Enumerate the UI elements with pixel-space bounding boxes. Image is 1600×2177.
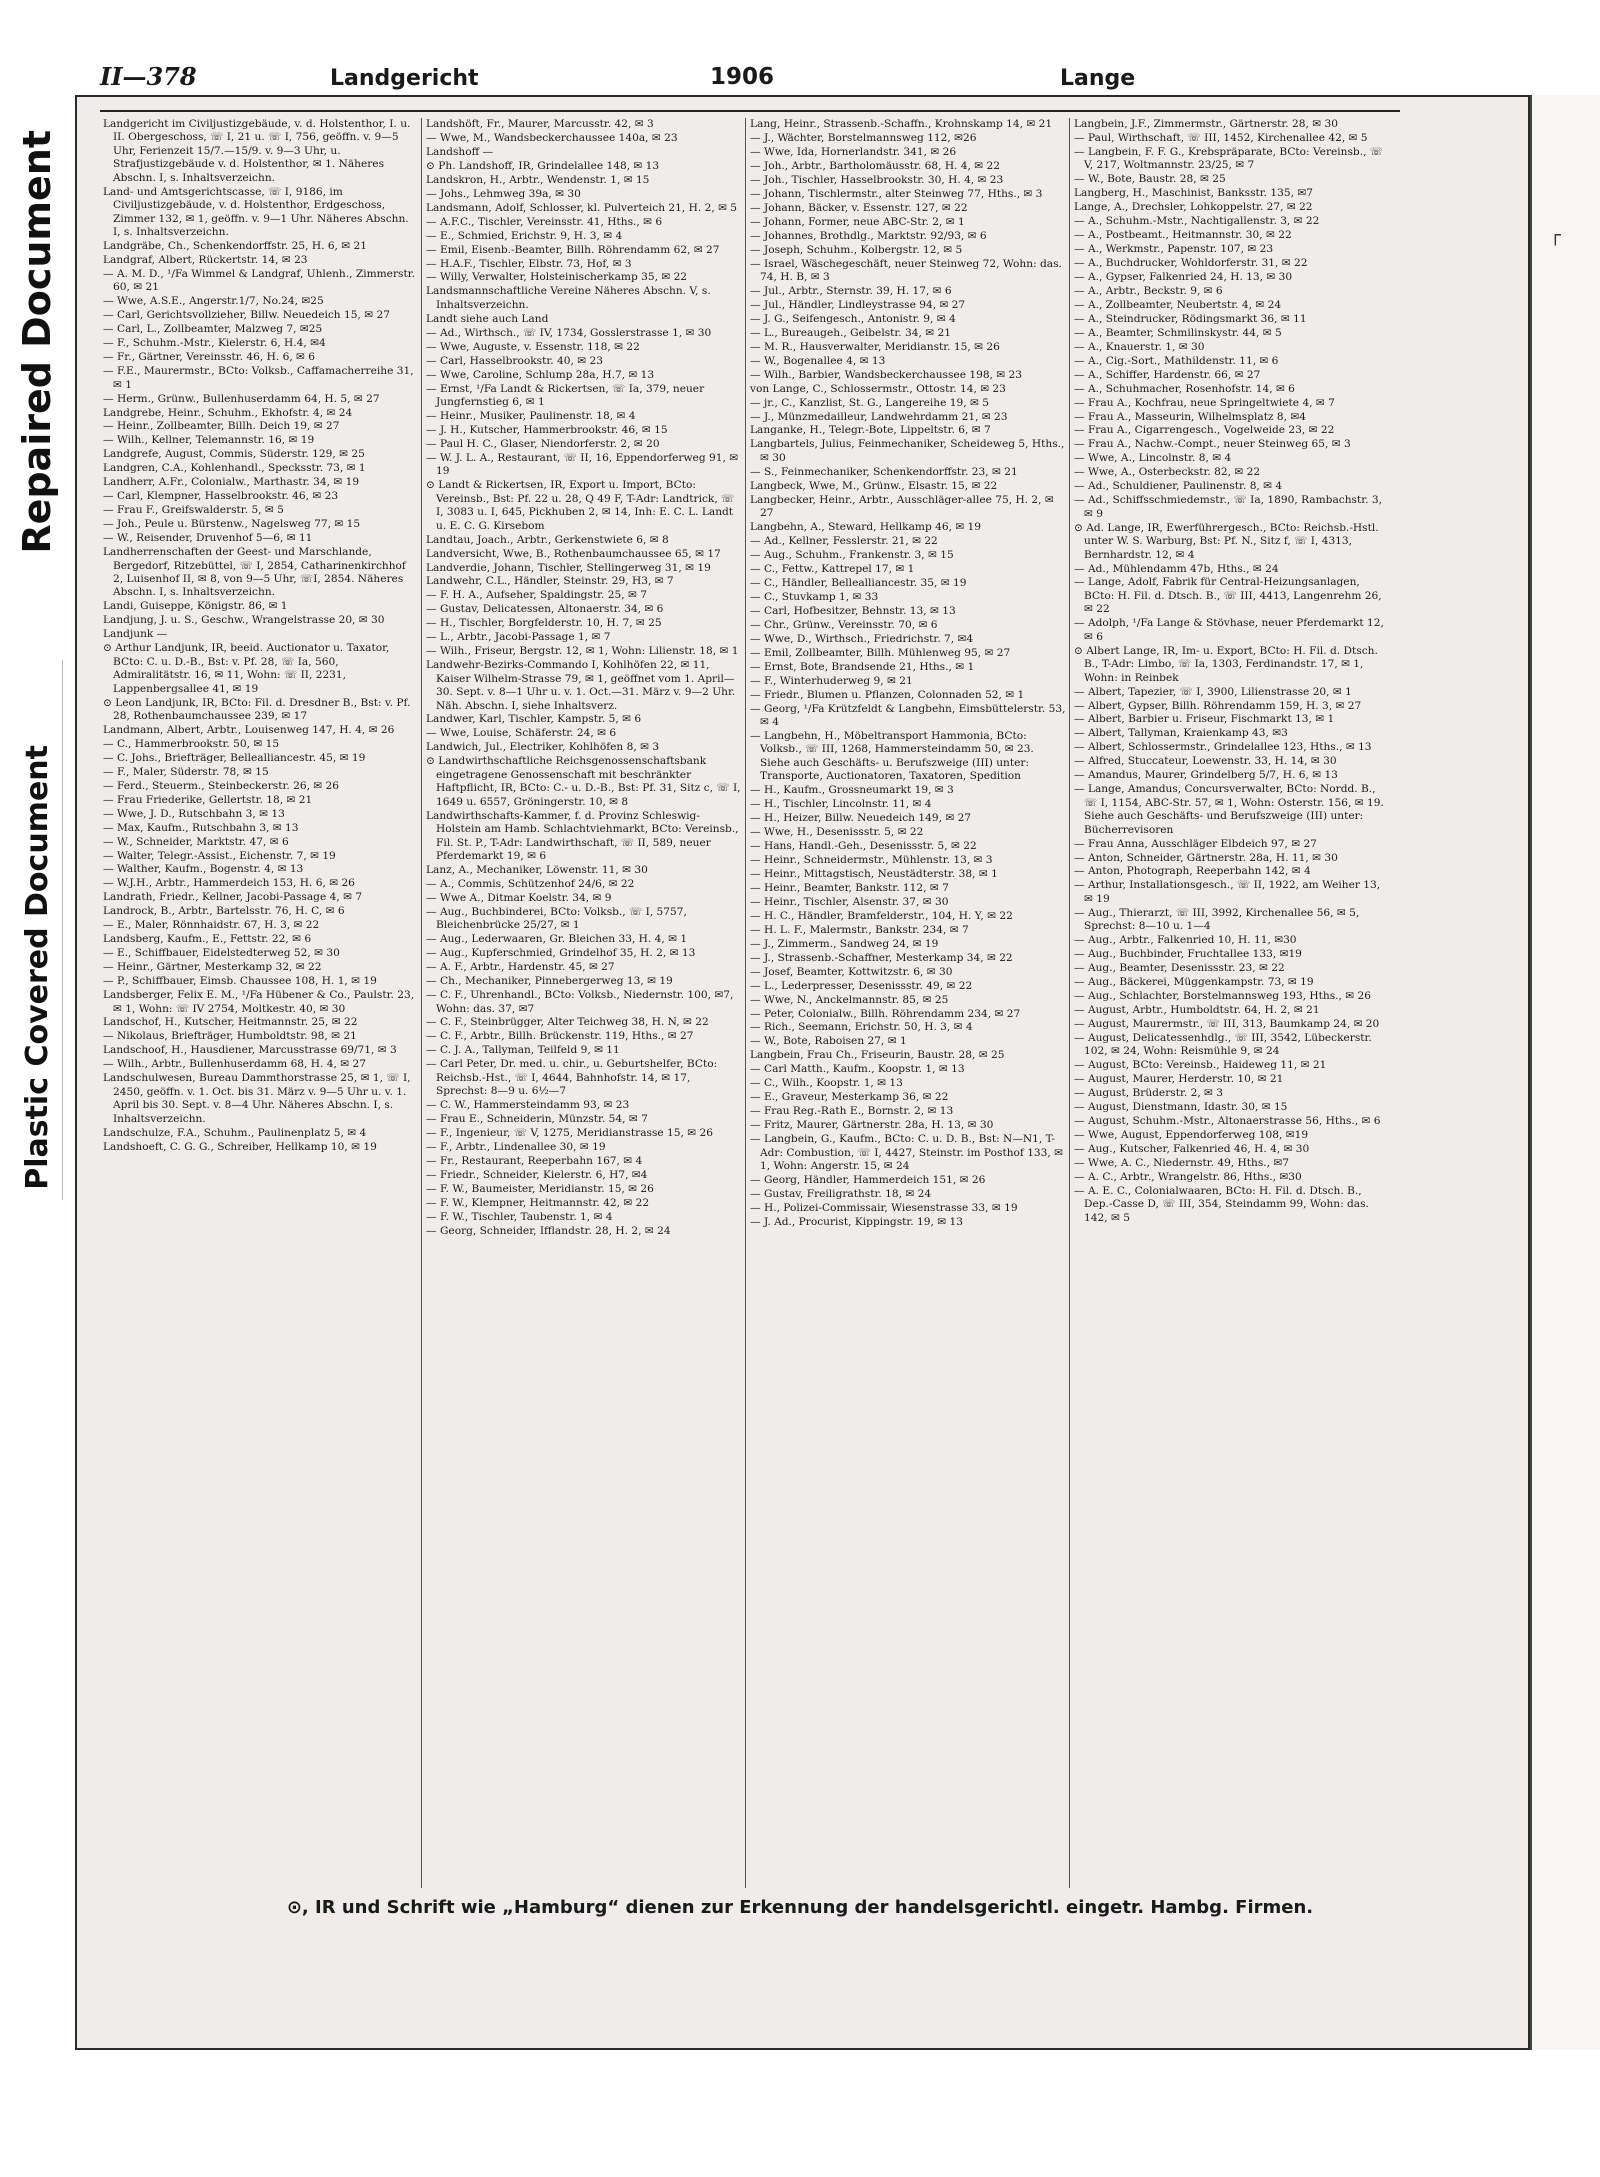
directory-entry: Langanke, H., Telegr.-Bote, Lippeltstr. 6, ✉ 7 [750,424,991,437]
directory-entry: Landjung, J. u. S., Geschw., Wrangelstrasse 20, ✉ 30 [103,614,385,627]
directory-entry: — Adolph, ¹/Fa Lange & Stövhase, neuer Pferdemarkt 12, ✉ 6 [1074,617,1384,643]
directory-entry: — C. W., Hammersteindamm 93, ✉ 23 [426,1099,630,1112]
directory-entry: Landwehr-Bezirks-Commando I, Kohlhöfen 22, ✉ 11, Kaiser Wilhelm-Strasse 79, ✉ 1, geöffnet vom 1. April—30. Sept. v. 8—1 Uhr u. v. 1. Oct.—31. März v. 9—2 Uhr. Näh. Abschn. I, siehe Inhaltsverz. [426,659,736,712]
directory-entry: — Aug., Lederwaaren, Gr. Bleichen 33, H. 4, ✉ 1 [426,933,688,946]
directory-entry: Landherr, A.Fr., Colonialw., Marthastr. 34, ✉ 19 [103,476,360,489]
directory-entry: — J. H., Kutscher, Hammerbrookstr. 46, ✉ 15 [426,423,668,436]
directory-entry: — H., Tischler, Lincolnstr. 11, ✉ 4 [750,798,932,811]
directory-entry: Landgraf, Albert, Rückertstr. 14, ✉ 23 [103,254,308,267]
column-divider [421,118,422,1888]
directory-entry: — S., Feinmechaniker, Schenkendorffstr. 23, ✉ 21 [750,465,1018,478]
directory-entry: — Frau Anna, Ausschläger Elbdeich 97, ✉ 27 [1074,837,1317,850]
directory-entry: — F.E., Maurermstr., BCto: Volksb., Caffamacherreihe 31, ✉ 1 [103,365,414,391]
directory-entry: — Aug., Thierarzt, ☏ III, 3992, Kirchenallee 56, ✉ 5, Sprechst: 8—10 u. 1—4 [1074,906,1360,933]
directory-entry: — F., Arbtr., Lindenallee 30, ✉ 19 [426,1141,606,1154]
directory-entry: — E., Graveur, Mesterkamp 36, ✉ 22 [750,1091,949,1104]
directory-entry: Landwich, Jul., Electriker, Kohlhöfen 8, ✉ 3 [426,741,660,754]
directory-entry: — A.F.C., Tischler, Vereinsstr. 41, Hths., ✉ 6 [426,215,663,228]
directory-entry: Landgrefe, August, Commis, Süderstr. 129, ✉ 25 [103,448,365,461]
directory-entry: — Ad., Mühlendamm 47b, Hths., ✉ 24 [1074,562,1279,575]
directory-entry: — W. J. L. A., Restaurant, ☏ II, 16, Eppendorferweg 91, ✉ 19 [426,451,739,478]
directory-entry: — A., Postbeamt., Heitmannstr. 30, ✉ 22 [1074,229,1292,242]
directory-entry: — Johs., Lehmweg 39a, ✉ 30 [426,187,581,200]
directory-entry: — Jul., Arbtr., Sternstr. 39, H. 17, ✉ 6 [750,284,952,297]
directory-entry: Landgren, C.A., Kohlenhandl., Specksstr. 73, ✉ 1 [103,462,366,475]
directory-entry: — E., Schmied, Erichstr. 9, H. 3, ✉ 4 [426,229,623,242]
directory-entry: — A., Buchdrucker, Wohldorferstr. 31, ✉ 22 [1074,257,1308,270]
directory-entry: — C. F., Steinbrügger, Alter Teichweg 38, H. N, ✉ 22 [426,1016,709,1029]
directory-entry: — A. C., Arbtr., Wrangelstr. 86, Hths., ✉30 [1074,1170,1302,1183]
directory-entry: — Willy, Verwalter, Holsteinischerkamp 35, ✉ 22 [426,271,688,284]
directory-entry: — W., Schneider, Marktstr. 47, ✉ 6 [103,835,289,848]
directory-entry: — C., Fettw., Kattrepel 17, ✉ 1 [750,563,915,575]
directory-entry: Landjunk — [103,628,168,641]
directory-entry: — Joh., Peule u. Bürstenw., Nagelsweg 77, ✉ 15 [103,518,361,531]
directory-entry: — August, BCto: Vereinsb., Haideweg 11, ✉ 21 [1074,1059,1327,1072]
directory-entry: — F., Maler, Süderstr. 78, ✉ 15 [103,765,269,778]
directory-entry: — Wilh., Arbtr., Bullenhuserdamm 68, H. 4, ✉ 27 [103,1058,366,1071]
directory-entry: — A., Schuhmacher, Rosenhofstr. 14, ✉ 6 [1074,382,1295,395]
directory-entry: — Ferd., Steuerm., Steinbeckerstr. 26, ✉ 26 [103,779,340,792]
directory-entry: — Georg, Schneider, Ifflandstr. 28, H. 2, ✉ 24 [426,1224,671,1237]
directory-entry: — Wwe, M., Wandsbeckerchaussee 140a, ✉ 23 [426,131,678,144]
directory-entry: — Heinr., Musiker, Paulinenstr. 18, ✉ 4 [426,410,636,423]
directory-entry: — E., Schiffbauer, Eidelstedterweg 52, ✉ 30 [103,947,340,960]
directory-entry: — Carl, Gerichtsvollzieher, Billw. Neuedeich 15, ✉ 27 [103,309,390,322]
directory-entry: — August, Maurer, Herderstr. 10, ✉ 21 [1074,1073,1284,1086]
directory-entry: — Albert, Barbier u. Friseur, Fischmarkt 13, ✉ 1 [1074,713,1335,726]
directory-entry: Langbeck, Wwe, M., Grünw., Elsastr. 15, ✉ 22 [750,479,998,492]
directory-entry: — Aug., Arbtr., Falkenried 10, H. 11, ✉30 [1074,934,1297,947]
directory-entry: — A., Arbtr., Beckstr. 9, ✉ 6 [1074,284,1223,297]
directory-entry: — Chr., Grünw., Vereinsstr. 70, ✉ 6 [750,618,938,631]
directory-entry: — Wwe, Louise, Schäferstr. 24, ✉ 6 [426,727,617,740]
directory-entry: Landsberg, Kaufm., E., Fettstr. 22, ✉ 6 [103,933,312,946]
directory-entry: — H. C., Händler, Bramfelderstr., 104, H. Y, ✉ 22 [750,909,1013,922]
directory-entry: Landtau, Joach., Arbtr., Gerkenstwiete 6, ✉ 8 [426,533,669,546]
directory-entry: — A. M. D., ¹/Fa Wimmel & Landgraf, Uhlenh., Zimmerstr. 60, ✉ 21 [103,267,415,294]
header-right-word: Lange [1060,66,1136,91]
directory-entry: — C., Hammerbrookstr. 50, ✉ 15 [103,737,280,750]
directory-column-4 [1074,118,1390,1888]
directory-entry: Landherrenschaften der Geest- und Marschlande, Bergedorf, Ritzebüttel, ☏ I, 2854, Catharinenkirchhof 2, Luisenhof II, ✉ 8, von 9—5 Uhr, ☏I, 2854. Näheres Abschn. I, s. Inhaltsverzeichn. [103,546,406,599]
directory-entry: — Fr., Gärtner, Vereinsstr. 46, H. 6, ✉ 6 [103,351,316,364]
directory-entry: — Friedr., Schneider, Kielerstr. 6, H7, ✉4 [426,1168,648,1181]
directory-entry: — J., Wächter, Borstelmannsweg 112, ✉26 [750,131,977,144]
directory-entry: — Georg, ¹/Fa Krützfeldt & Langbehn, Eimsbüttelerstr. 53, ✉ 4 [750,702,1066,728]
directory-entry: — Ad., Schuldiener, Paulinenstr. 8, ✉ 4 [1074,480,1283,493]
directory-entry: — Ad., Wirthsch., ☏ IV, 1734, Gosslerstrasse 1, ✉ 30 [426,326,712,339]
directory-entry: — Ch., Mechaniker, Pinnebergerweg 13, ✉ 19 [426,975,673,988]
directory-entry: — A., Beamter, Schmilinskystr. 44, ✉ 5 [1074,326,1282,339]
directory-entry: ⊙ Ad. Lange, IR, Ewerführergesch., BCto: Reichsb.-Hstl. unter W. S. Warburg, Bst: Pf. N., Sitz f, ☏ I, 4313, Bernhardstr. 12, ✉ 4 [1074,521,1379,561]
directory-entry: — L., Bureaugeh., Geibelstr. 34, ✉ 21 [750,326,951,339]
directory-entry: Landshoeft, C. G. G., Schreiber, Hellkamp 10, ✉ 19 [103,1140,377,1153]
directory-entry: — A., Werkmstr., Papenstr. 107, ✉ 23 [1074,243,1274,256]
directory-entry: ⊙ Albert Lange, IR, Im- u. Export, BCto: H. Fil. d. Dtsch. B., T-Adr: Limbo, ☏ Ia, 1303, Ferdinandstr. 17, ✉ 1, Wohn: in Reinbek [1074,644,1378,684]
directory-entry: — H., Heizer, Billw. Neuedeich 149, ✉ 27 [750,812,972,825]
directory-entry: Landverdie, Johann, Tischler, Stellingerweg 31, ✉ 19 [426,561,711,574]
directory-entry: — Peter, Colonialw., Billh. Röhrendamm 234, ✉ 27 [750,1007,1021,1020]
side-divider [62,660,63,1200]
directory-entry: — J. G., Seifengesch., Antonistr. 9, ✉ 4 [750,312,956,325]
directory-entry: — Aug., Kupferschmied, Grindelhof 35, H. 2, ✉ 13 [426,947,696,960]
directory-entry: — Carl Peter, Dr. med. u. chir., u. Geburtshelfer, BCto: Reichsb.-Hst., ☏ I, 4644, Bahnhofstr. 14, ✉ 17, Sprechst: 8—9 u. 6½—7 [426,1058,718,1098]
directory-entry: — Johannes, Brothdlg., Marktstr. 92/93, ✉ 6 [750,229,987,242]
directory-entry: — Emil, Zollbeamter, Billh. Mühlenweg 95, ✉ 27 [750,646,1011,659]
directory-entry: — J., Strassenb.-Schaffner, Mesterkamp 34, ✉ 22 [750,951,1013,964]
directory-entry: — Johann, Former, neue ABC-Str. 2, ✉ 1 [750,215,965,228]
directory-entry: — Wwe, Ida, Hornerlandstr. 341, ✉ 26 [750,145,957,158]
directory-entry: — W., Bogenallee 4, ✉ 13 [750,354,886,367]
side-label-line2: Repaired Document [15,130,59,554]
directory-entry: — A., Schiffer, Hardenstr. 66, ✉ 27 [1074,368,1261,381]
directory-entry: Landschulze, F.A., Schuhm., Paulinenplatz 5, ✉ 4 [103,1126,367,1139]
directory-entry: — jr., C., Kanzlist, St. G., Langereihe 19, ✉ 5 [750,396,989,409]
directory-entry: — Ernst, Bote, Brandsende 21, Hths., ✉ 1 [750,660,975,673]
directory-entry: — F., Ingenieur, ☏ V, 1275, Meridianstrasse 15, ✉ 26 [426,1127,714,1140]
directory-entry: Landsberger, Felix E. M., ¹/Fa Hübener & Co., Paulstr. 23, ✉ 1, Wohn: ☏ IV 2754, Moltkestr. 40, ✉ 30 [103,989,415,1015]
directory-entry: — Heinr., Schneidermstr., Mühlenstr. 13, ✉ 3 [750,854,993,867]
directory-entry: — Ad., Kellner, Fesslerstr. 21, ✉ 22 [750,535,938,548]
directory-entry: — Heinr., Tischler, Alsenstr. 37, ✉ 30 [750,895,949,908]
directory-entry: Landwirthschafts-Kammer, f. d. Provinz Schleswig-Holstein am Hamb. Schlachtviehmarkt, BCto: Vereinsb., Fil. St. P., T-Adr: Landwirthschaft, ☏ II, 589, neuer Pferdemarkt 19, ✉ 6 [426,809,739,863]
directory-entry: — Aug., Beamter, Desenissstr. 23, ✉ 22 [1074,962,1285,975]
directory-entry: — Paul, Wirthschaft, ☏ III, 1452, Kirchenallee 42, ✉ 5 [1074,131,1368,144]
directory-entry: — C. J. A., Tallyman, Teilfeld 9, ✉ 11 [426,1044,620,1057]
directory-column-1 [103,118,419,1888]
directory-entry: — Walter, Telegr.-Assist., Eichenstr. 7, ✉ 19 [103,849,336,862]
directory-entry: Landrock, B., Arbtr., Bartelsstr. 76, H. C, ✉ 6 [103,905,345,918]
directory-entry: — August, Delicatessenhdlg., ☏ III, 3542, Lübeckerstr. 102, ✉ 24, Wohn: Reismühle 9, ✉ 24 [1074,1031,1372,1058]
directory-entry: — J. Ad., Procurist, Kippingstr. 19, ✉ 13 [750,1215,963,1228]
directory-entry: Landwer, Karl, Tischler, Kampstr. 5, ✉ 6 [426,713,642,726]
directory-entry: — M. R., Hausverwalter, Meridianstr. 15, ✉ 26 [750,340,1000,353]
directory-entry: — Albert, Gypser, Billh. Röhrendamm 159, H. 3, ✉ 27 [1074,699,1362,712]
directory-entry: — Langbein, F. F. G., Krebspräparate, BCto: Vereinsb., ☏ V, 217, Woltmannstr. 23/25, ✉ 7 [1074,145,1384,172]
directory-entry: — A. F., Arbtr., Hardenstr. 45, ✉ 27 [426,961,615,974]
directory-entry: — Carl, Hofbesitzer, Behnstr. 13, ✉ 13 [750,604,956,617]
directory-entry: — L., Arbtr., Jacobi-Passage 1, ✉ 7 [426,631,611,644]
directory-entry: — Emil, Eisenb.-Beamter, Billh. Röhrendamm 62, ✉ 27 [426,243,720,256]
directory-entry: — E., Maler, Rönnhaidstr. 67, H. 3, ✉ 22 [103,919,320,932]
column-divider [745,118,746,1888]
directory-entry: — A., Zollbeamter, Neubertstr. 4, ✉ 24 [1074,298,1282,311]
directory-entry: — Gustav, Delicatessen, Altonaerstr. 34, ✉ 6 [426,603,664,616]
directory-entry: — August, Brüderstr. 2, ✉ 3 [1074,1087,1224,1100]
directory-entry: — Joh., Tischler, Hasselbrookstr. 30, H. 4, ✉ 23 [750,173,1004,186]
directory-entry: — Friedr., Blumen u. Pflanzen, Colonnaden 52, ✉ 1 [750,688,1025,701]
directory-entry: — Frau A., Cigarrengesch., Vogelweide 23, ✉ 22 [1074,424,1335,437]
directory-entry: Landsmann, Adolf, Schlosser, kl. Pulverteich 21, H. 2, ✉ 5 [426,201,738,214]
directory-column-2 [426,118,742,1888]
directory-entry: — Heinr., Mittagstisch, Neustädterstr. 38, ✉ 1 [750,867,998,880]
directory-entry: — Ad., Schiffsschmiedemstr., ☏ Ia, 1890, Rambachstr. 3, ✉ 9 [1074,494,1382,520]
directory-entry: — Joh., Arbtr., Bartholomäusstr. 68, H. 4, ✉ 22 [750,159,1000,172]
directory-entry: — Fritz, Maurer, Gärtnerstr. 28a, H. 13, ✉ 30 [750,1119,994,1132]
directory-entry: ⊙ Landwirthschaftliche Reichsgenossenschaftsbank eingetragene Genossenschaft mit beschränkter Haftpflicht, IR, BCto: C.- u. D.-B., Bst: Pf. 31, Sitz c, ☏ I, 1649 u. 6557, Gröningerstr. 10, ✉ 8 [426,755,741,808]
directory-entry: — Frau A., Nachw.-Compt., neuer Steinweg 65, ✉ 3 [1074,438,1351,451]
directory-entry: — Wilh., Friseur, Bergstr. 12, ✉ 1, Wohn: Lilienstr. 18, ✉ 1 [426,645,739,658]
page-footer-note: ⊙, IR und Schrift wie „Hamburg“ dienen zur Erkennung der handelsgerichtl. eingetr. Hambg. Firmen. [286,1897,1314,1918]
directory-entry: — H., Polizei-Commissair, Wiesenstrasse 33, ✉ 19 [750,1201,1018,1214]
directory-entry: — Frau A., Kochfrau, neue Springeltwiete 4, ✉ 7 [1074,396,1335,409]
directory-entry: — W., Bote, Baustr. 28, ✉ 25 [1074,173,1226,186]
directory-entry: — Wwe, J. D., Rutschbahn 3, ✉ 13 [103,807,285,820]
directory-entry: — Amandus, Maurer, Grindelberg 5/7, H. 6, ✉ 13 [1074,769,1338,782]
directory-entry: — Josef, Beamter, Kottwitzstr. 6, ✉ 30 [750,965,953,978]
page-edge-mark: ┌ [1550,225,1561,246]
directory-entry: — H., Kaufm., Grossneumarkt 19, ✉ 3 [750,784,954,797]
directory-entry: Langbecker, Heinr., Arbtr., Ausschläger-allee 75, H. 2, ✉ 27 [750,493,1054,520]
directory-entry: — Albert, Schlossermstr., Grindelallee 123, Hths., ✉ 13 [1074,741,1372,754]
directory-entry: — Aug., Buchbinderei, BCto: Volksb., ☏ I, 5757, Bleichenbrücke 25/27, ✉ 1 [426,905,687,932]
directory-entry: Lang, Heinr., Strassenb.-Schaffn., Krohnskamp 14, ✉ 21 [750,118,1053,130]
directory-entry: Land- und Amtsgerichtscasse, ☏ I, 9186, im Civiljustizgebäude, v. d. Holstenthor, Erdgeschoss, Zimmer 132, ✉ 1, geöffn. v. 9—1 Uhr. Näheres Abschn. I, s. Inhaltsverzeichn. [103,185,409,239]
adjacent-page-strip [1530,95,1600,2050]
directory-entry: — Fr., Restaurant, Reeperbahn 167, ✉ 4 [426,1154,643,1167]
directory-entry: — A., Steindrucker, Rödingsmarkt 36, ✉ 11 [1074,312,1307,325]
directory-entry: — C., Händler, Bellealliancestr. 35, ✉ 19 [750,576,967,589]
directory-entry: — Langbein, G., Kaufm., BCto: C. u. D. B., Bst: N—N1, T-Adr: Combustion, ☏ I, 4427, Steinstr. im Posthof 133, ✉ 1, Wohn: Angerstr. 15, ✉ 24 [750,1133,1064,1172]
directory-entry: — Israel, Wäschegeschäft, neuer Steinweg 72, Wohn: das. 74, H. B, ✉ 3 [750,257,1062,283]
column-divider [1069,118,1070,1888]
directory-entry: — Frau Friederike, Gellertstr. 18, ✉ 21 [103,793,313,806]
directory-entry: — A. E. C., Colonialwaaren, BCto: H. Fil. d. Dtsch. B., Dep.-Casse D, ☏ III, 354, Steindamm 99, Wohn: das. 142, ✉ 5 [1074,1184,1369,1224]
directory-entry: — F., Winterhuderweg 9, ✉ 21 [750,674,913,687]
directory-entry: — Heinr., Beamter, Bankstr. 112, ✉ 7 [750,881,949,894]
directory-entry: — C. F., Uhrenhandl., BCto: Volksb., Niedernstr. 100, ✉7, Wohn: das. 37, ✉7 [426,989,734,1015]
directory-entry: — Wwe, A., Lincolnstr. 8, ✉ 4 [1074,452,1232,465]
directory-entry: ⊙ Leon Landjunk, IR, BCto: Fil. d. Dresdner B., Bst: v. Pf. 28, Rothenbaumchaussee 239, ✉ 17 [103,696,411,722]
directory-entry: — Wwe, August, Eppendorferweg 108, ✉19 [1074,1129,1309,1142]
directory-entry: ⊙ Landt & Rickertsen, IR, Export u. Import, BCto: Vereinsb., Bst: Pf. 22 u. 28, Q 49 F, T-Adr: Landtrick, ☏ I, 3083 u. I, 645, Pickhuben 2, ✉ 14, Inh: E. C. L. Landt u. E. C. G. Kirsebom [426,479,735,532]
directory-entry: — Alfred, Stuccateur, Loewenstr. 33, H. 14, ✉ 30 [1074,755,1337,768]
directory-entry: Langbein, J.F., Zimmermstr., Gärtnerstr. 28, ✉ 30 [1074,118,1338,130]
directory-entry: — Johann, Tischlermstr., alter Steinweg 77, Hths., ✉ 3 [750,187,1043,200]
directory-entry: — Joseph, Schuhm., Kolbergstr. 12, ✉ 5 [750,243,963,256]
directory-entry: — Wilh., Barbier, Wandsbeckerchaussee 198, ✉ 23 [750,368,1023,381]
directory-column-3 [750,118,1066,1888]
directory-entry: — Johann, Bäcker, v. Essenstr. 127, ✉ 22 [750,201,968,214]
directory-entry: — Frau E., Schneiderin, Münzstr. 54, ✉ 7 [426,1113,648,1126]
directory-entry: — Ernst, ¹/Fa Landt & Rickertsen, ☏ Ia, 379, neuer Jungfernstieg 6, ✉ 1 [426,382,705,409]
directory-entry: — C., Wilh., Koopstr. 1, ✉ 13 [750,1077,903,1090]
directory-entry: — Carl, Klempner, Hasselbrookstr. 46, ✉ 23 [103,490,339,503]
header-rule [100,110,1400,112]
directory-entry: Landwehr, C.L., Händler, Steinstr. 29, H3, ✉ 7 [426,575,674,588]
directory-entry: — Wwe, A. C., Niedernstr. 49, Hths., ✉7 [1074,1156,1290,1169]
directory-entry: — H., Tischler, Borgfelderstr. 10, H. 7, ✉ 25 [426,617,662,630]
directory-entry: — H.A.F., Tischler, Elbstr. 73, Hof, ✉ 3 [426,257,632,270]
directory-entry: — Max, Kaufm., Rutschbahn 3, ✉ 13 [103,821,299,834]
directory-entry: Landshöft, Fr., Maurer, Marcusstr. 42, ✉ 3 [426,118,654,130]
directory-entry: von Lange, C., Schlossermstr., Ottostr. 14, ✉ 23 [750,382,1006,395]
directory-entry: — Nikolaus, Briefträger, Humboldtstr. 98, ✉ 21 [103,1030,357,1043]
directory-entry: — Aug., Schlachter, Borstelmannsweg 193, Hths., ✉ 26 [1074,990,1371,1003]
directory-entry: — Carl Matth., Kaufm., Koopstr. 1, ✉ 13 [750,1063,965,1076]
directory-entry: — A., Schuhm.-Mstr., Nachtigallenstr. 3, ✉ 22 [1074,215,1320,228]
directory-entry: — A., Knauerstr. 1, ✉ 30 [1074,340,1205,353]
directory-entry: — August, Arbtr., Humboldtstr. 64, H. 2, ✉ 21 [1074,1004,1320,1016]
directory-entry: — Wwe, Caroline, Schlump 28a, H.7, ✉ 13 [426,368,655,381]
directory-entry: — Wwe, H., Desenissstr. 5, ✉ 22 [750,826,924,839]
directory-entry: Langbein, Frau Ch., Friseurin, Baustr. 28, ✉ 25 [750,1049,1005,1062]
directory-entry: — W.J.H., Arbtr., Hammerdeich 153, H. 6, ✉ 26 [103,877,355,890]
directory-entry: — Anton, Schneider, Gärtnerstr. 28a, H. 11, ✉ 30 [1074,851,1338,864]
directory-entry: Landgrebe, Heinr., Schuhm., Ekhofstr. 4, ✉ 24 [103,406,353,419]
directory-entry: — W., Bote, Raboisen 27, ✉ 1 [750,1035,907,1048]
directory-entry: — Frau A., Masseurin, Wilhelmsplatz 8, ✉4 [1074,410,1306,423]
directory-entry: — P., Schiffbauer, Eimsb. Chaussee 108, H. 1, ✉ 19 [103,975,377,988]
directory-entry: — August, Schuhm.-Mstr., Altonaerstrasse 56, Hths., ✉ 6 [1074,1115,1381,1128]
directory-entry: — J., Zimmerm., Sandweg 24, ✉ 19 [750,937,939,950]
directory-entry: — Albert, Tallyman, Kraienkamp 43, ✉3 [1074,727,1288,740]
directory-entry: Lanz, A., Mechaniker, Löwenstr. 11, ✉ 30 [426,863,648,876]
directory-entry: Lange, A., Drechsler, Lohkoppelstr. 27, ✉ 22 [1074,201,1313,214]
directory-entry: Landschof, H., Kutscher, Heitmannstr. 25, ✉ 22 [103,1016,358,1029]
page-number: II—378 [100,62,197,91]
directory-entry: — Heinr., Gärtner, Mesterkamp 32, ✉ 22 [103,961,322,974]
directory-entry: — Paul H. C., Glaser, Niendorferstr. 2, ✉ 20 [426,437,660,450]
directory-entry: — Aug., Buchbinder, Fruchtallee 133, ✉19 [1074,948,1302,961]
directory-entry: — A., Commis, Schützenhof 24/6, ✉ 22 [426,877,635,890]
directory-entry: Landshoff — [426,145,494,158]
header-left-word: Landgericht [330,66,479,91]
directory-entry: — C. F., Arbtr., Billh. Brückenstr. 119, Hths., ✉ 27 [426,1030,694,1043]
directory-entry: — Aug., Kutscher, Falkenried 46, H. 4, ✉ 30 [1074,1143,1310,1156]
directory-entry: — F. W., Tischler, Taubenstr. 1, ✉ 4 [426,1210,613,1223]
directory-entry: — Wwe, Auguste, v. Essenstr. 118, ✉ 22 [426,340,640,353]
directory-entry: — L., Lederpresser, Desenissstr. 49, ✉ 22 [750,979,973,992]
directory-entry: — Lange, Adolf, Fabrik für Central-Heizungsanlagen, BCto: H. Fil. d. Dtsch. B., ☏ III, 4413, Langenrehm 26, ✉ 22 [1074,576,1382,616]
directory-entry: Landi, Guiseppe, Königstr. 86, ✉ 1 [103,600,288,613]
directory-entry: — Aug., Schuhm., Frankenstr. 3, ✉ 15 [750,549,954,562]
directory-entry: — Carl, Hasselbrookstr. 40, ✉ 23 [426,354,603,367]
directory-entry: — Jul., Händler, Lindleystrasse 94, ✉ 27 [750,298,966,311]
directory-entry: Landskron, H., Arbtr., Wendenstr. 1, ✉ 15 [426,173,650,186]
directory-entry: — F. H. A., Aufseher, Spaldingstr. 25, ✉ 7 [426,589,647,602]
side-label [8,130,66,1190]
page-header [100,60,1360,100]
directory-entry: — Gustav, Freiligrathstr. 18, ✉ 24 [750,1187,932,1200]
directory-entry: ⊙ Arthur Landjunk, IR, beeid. Auctionator u. Taxator, BCto: C. u. D.-B., Bst: v. Pf. 28, ☏ Ia, 560, Admiralitätstr. 16, ✉ 11, Wohn: ☏ II, 2231, Lappenbergsallee 41, ✉ 19 [103,642,390,695]
directory-entry: Langberg, H., Maschinist, Banksstr. 135, ✉7 [1074,187,1313,200]
directory-entry: Landschulwesen, Bureau Dammthorstrasse 25, ✉ 1, ☏ I, 2450, geöffn. v. 1. Oct. bis 31. März v. 9—5 Uhr u. v. 1. April bis 30. Sept. v. 8—4 Uhr. Näheres Abschn. I, s. Inhaltsverzeichn. [103,1072,411,1125]
directory-entry: — Walther, Kaufm., Bogenstr. 4, ✉ 13 [103,863,304,876]
header-year: 1906 [710,64,775,90]
directory-entry: — Georg, Händler, Hammerdeich 151, ✉ 26 [750,1173,986,1186]
directory-entry: — J., Münzmedailleur, Landwehrdamm 21, ✉ 23 [750,410,1008,423]
directory-entry: Landmann, Albert, Arbtr., Louisenweg 147, H. 4, ✉ 26 [103,723,395,736]
directory-entry: — Hans, Handl.-Geh., Desenissstr. 5, ✉ 22 [750,840,977,853]
directory-entry: — Wwe, A., Osterbeckstr. 82, ✉ 22 [1074,466,1261,479]
directory-entry: Landversicht, Wwe, B., Rothenbaumchaussee 65, ✉ 17 [426,547,721,560]
directory-entry: — August, Dienstmann, Idastr. 30, ✉ 15 [1074,1101,1288,1114]
directory-entry: — F. W., Baumeister, Meridianstr. 15, ✉ 26 [426,1182,654,1195]
directory-entry: — A., Gypser, Falkenried 24, H. 13, ✉ 30 [1074,270,1293,283]
directory-entry: Landt siehe auch Land [426,312,549,325]
directory-entry: — Frau F., Greifswalderstr. 5, ✉ 5 [103,504,284,517]
directory-entry: Landrath, Friedr., Kellner, Jacobi-Passage 4, ✉ 7 [103,891,363,904]
side-label-line1: Plastic Covered Document [19,745,55,1190]
directory-entry: — Lange, Amandus, Concursverwalter, BCto: Nordd. B., ☏ I, 1154, ABC-Str. 57, ✉ 1, Wohn: Osterstr. 156, ✉ 19. Siehe auch Geschäfts- und Berufszweige (III) unter: Bücherrevisoren [1074,783,1384,836]
directory-entry: Landgericht im Civiljustizgebäude, v. d. Holstenthor, I. u. II. Obergeschoss, ☏ I, 21 u. ☏ I, 756, geöffn. v. 9—5 Uhr, Ferienzeit 15/7.—15/9. v. 9—3 Uhr, u. Strafjustizgebäude v. d. Holstenthor, ✉ 1. Näheres Abschn. I, s. Inhaltsverzeichn. [103,118,411,184]
directory-entry: — Wwe A., Ditmar Koelstr. 34, ✉ 9 [426,891,612,904]
directory-entry: — Wilh., Kellner, Telemannstr. 16, ✉ 19 [103,434,315,447]
directory-entry: — Carl, L., Zollbeamter, Malzweg 7, ✉25 [103,323,323,336]
directory-entry: — Albert, Tapezier, ☏ I, 3900, Lilienstrasse 20, ✉ 1 [1074,685,1352,698]
directory-entry: Langbartels, Julius, Feinmechaniker, Scheideweg 5, Hths., ✉ 30 [750,438,1065,464]
directory-entry: — W., Reisender, Druvenhof 5—6, ✉ 11 [103,532,313,545]
directory-entry: — Anton, Photograph, Reeperbahn 142, ✉ 4 [1074,865,1311,878]
directory-entry: Landschoof, H., Hausdiener, Marcusstrasse 69/71, ✉ 3 [103,1044,397,1057]
directory-entry: — H. L. F., Malermstr., Bankstr. 234, ✉ 7 [750,923,969,936]
directory-entry: Langbehn, A., Steward, Hellkamp 46, ✉ 19 [750,521,982,534]
directory-entry: — Herm., Grünw., Bullenhuserdamm 64, H. 5, ✉ 27 [103,392,380,405]
directory-entry: — August, Maurermstr., ☏ III, 313, Baumkamp 24, ✉ 20 [1074,1017,1380,1030]
directory-entry: — Frau Reg.-Rath E., Bornstr. 2, ✉ 13 [750,1105,954,1118]
directory-entry: — C., Stuvkamp 1, ✉ 33 [750,590,879,603]
directory-entry: — Arthur, Installationsgesch., ☏ II, 1922, am Weiher 13, ✉ 19 [1074,879,1381,905]
directory-entry: — Wwe, A.S.E., Angerstr.1/7, No.24, ✉25 [103,295,324,308]
directory-entry: — F. W., Klempner, Heitmannstr. 42, ✉ 22 [426,1196,650,1209]
directory-entry: — Rich., Seemann, Erichstr. 50, H. 3, ✉ 4 [750,1021,973,1034]
directory-entry: ⊙ Ph. Landshoff, IR, Grindelallee 148, ✉ 13 [426,159,660,172]
directory-entry: — C. Johs., Briefträger, Bellealliancestr. 45, ✉ 19 [103,751,366,764]
directory-entry: — Wwe, D., Wirthsch., Friedrichstr. 7, ✉4 [750,632,974,645]
directory-entry: — F., Schuhm.-Mstr., Kielerstr. 6, H.4, ✉4 [103,337,326,350]
directory-entry: — Aug., Bäckerei, Müggenkampstr. 73, ✉ 19 [1074,976,1314,989]
directory-entry: — A., Cig.-Sort., Mathildenstr. 11, ✉ 6 [1074,354,1279,367]
directory-entry: — Wwe, N., Anckelmannstr. 85, ✉ 25 [750,993,949,1006]
directory-entry: Landgräbe, Ch., Schenkendorffstr. 25, H. 6, ✉ 21 [103,240,368,253]
directory-entry: — Langbehn, H., Möbeltransport Hammonia, BCto: Volksb., ☏ III, 1268, Hammersteindamm 50, ✉ 23. Siehe auch Geschäfts- u. Berufszweige (III) unter: Transporte, Auctionatoren, Taxatoren, Spedition [750,729,1034,783]
directory-entry: — Heinr., Zollbeamter, Billh. Deich 19, ✉ 27 [103,420,340,433]
directory-entry: Landsmannschaftliche Vereine Näheres Abschn. V, s. Inhaltsverzeichn. [426,285,711,311]
